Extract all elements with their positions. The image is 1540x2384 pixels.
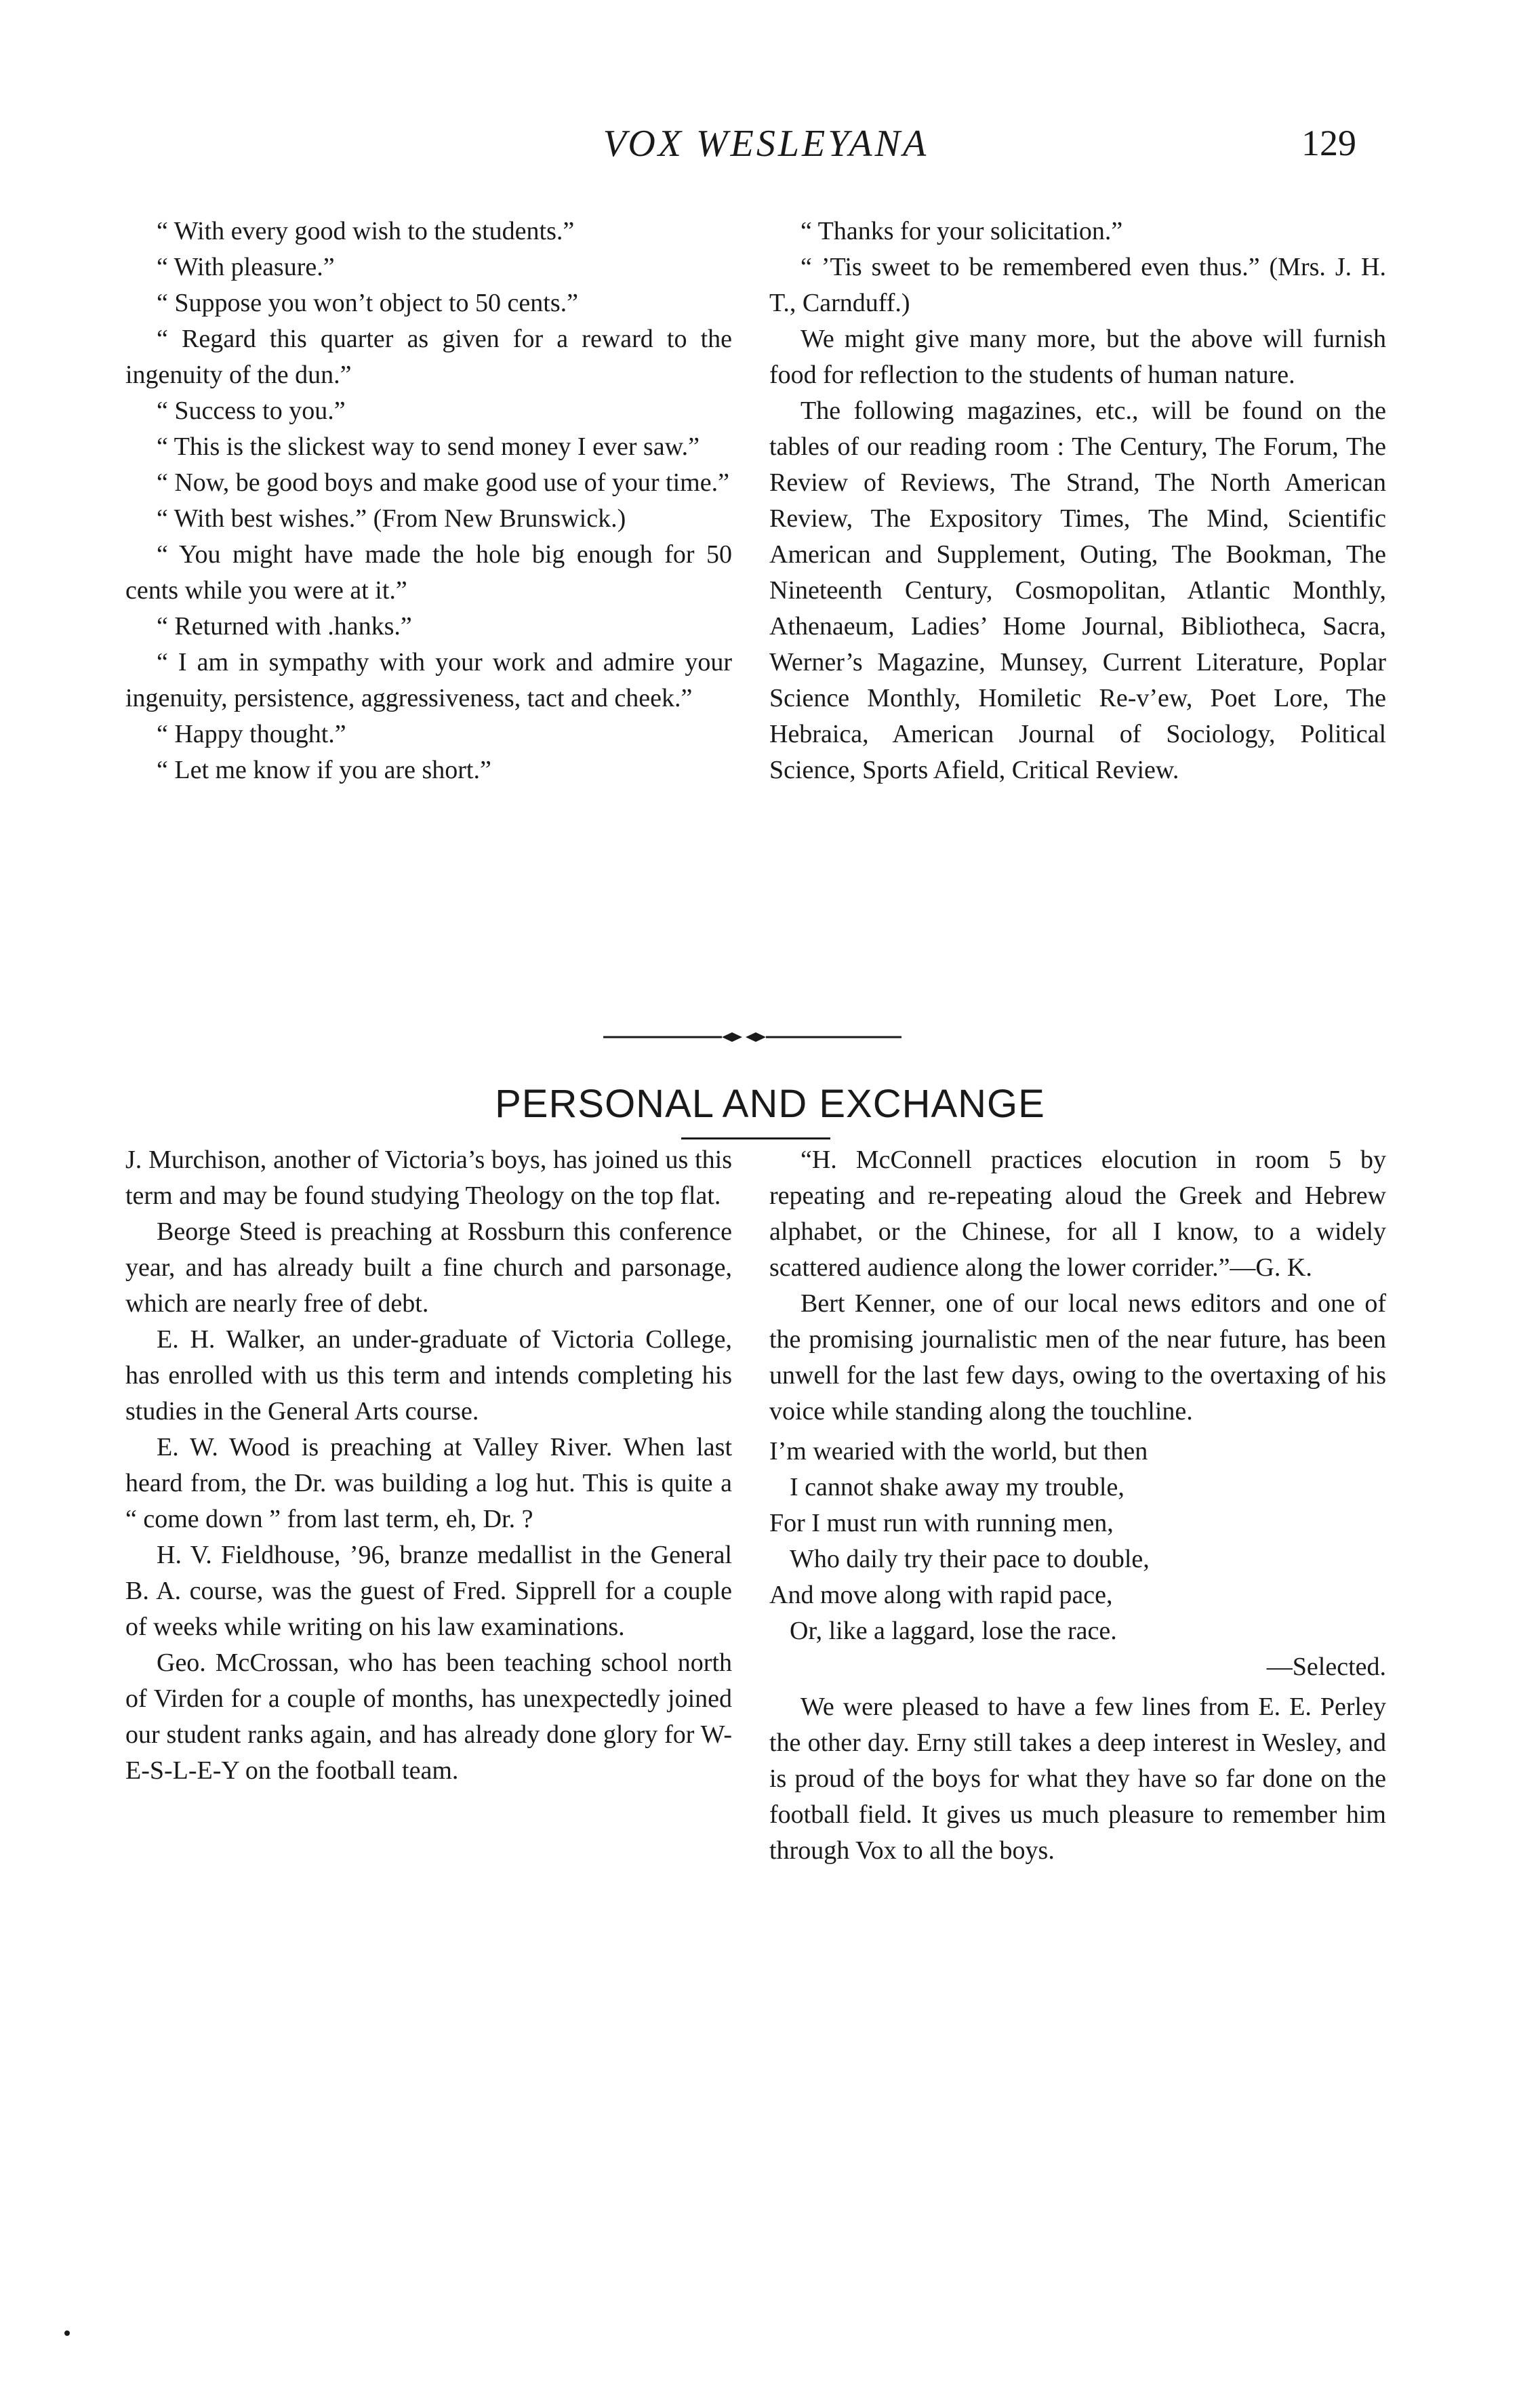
section-title: PERSONAL AND EXCHANGE [495, 1082, 1045, 1126]
quote-line: “ Suppose you won’t object to 50 cents.” [157, 289, 578, 317]
title-rule [681, 1137, 830, 1139]
quote-line: “ With pleasure.” [157, 253, 335, 281]
poem-attribution: —Selected. [1266, 1653, 1386, 1681]
running-head [0, 122, 1540, 183]
news-item: E. W. Wood is preaching at Valley River. When last heard from, the Dr. was building a log hut. This is quite a “ come down ” from last term, eh, Dr. ? [125, 1433, 732, 1533]
news-item: “H. McConnell practices elocution in room 5 by repeating and re-repeating aloud the Greek and Hebrew alphabet, or the Chinese, for all I know, to a widely scattered audience along the lower corrider.”—G. K. [769, 1146, 1386, 1282]
bottom-right-column [769, 1142, 1386, 1869]
top-right-column [769, 214, 1386, 788]
poem-line: Or, like a laggard, lose the race. [790, 1617, 1117, 1645]
quote-line: “ Regard this quarter as given for a reward to the ingenuity of the dun.” [125, 325, 732, 389]
quote-line: “ Let me know if you are short.” [157, 756, 491, 784]
poem [769, 1434, 1386, 1685]
quote-line: “ You might have made the hole big enough for 50 cents while you were at it.” [125, 540, 732, 605]
quote-line: “ Now, be good boys and make good use of your time.” [157, 468, 729, 497]
news-item: Beorge Steed is preaching at Rossburn this conference year, and has already built a fine church and parsonage, which are nearly free of debt. [125, 1217, 732, 1318]
quote-line: “ Happy thought.” [157, 720, 346, 748]
ornament-diamond [746, 1032, 766, 1042]
quote-line: “ Thanks for your solicitation.” [801, 217, 1123, 245]
ornament-divider [603, 1027, 901, 1047]
quote-line: “ I am in sympathy with your work and admire your ingenuity, persistence, aggressiveness, tact and cheek.” [125, 648, 732, 712]
quote-line: “ Returned with .hanks.” [157, 612, 412, 641]
news-item: J. Murchison, another of Victoria’s boys, has joined us this term and may be found studying Theology on the top flat. [125, 1146, 732, 1210]
quote-line: “ ’Tis sweet to be remembered even thus.” (Mrs. J. H. T., Carnduff.) [769, 253, 1386, 317]
print-speck [64, 2330, 70, 2336]
ornament-diamond [722, 1032, 742, 1042]
news-item: E. H. Walker, an under-graduate of Victoria College, has enrolled with us this term and intends completing his studies in the General Arts course. [125, 1325, 732, 1426]
journal-title: VOX WESLEYANA [603, 123, 929, 165]
quote-line: “ With every good wish to the students.” [157, 217, 575, 245]
page-number: 129 [1301, 123, 1356, 163]
news-item: H. V. Fieldhouse, ’96, branze medallist in the General B. A. course, was the guest of Fred. Sipprell for a couple of weeks while writing on his law examinations. [125, 1541, 732, 1641]
top-left-column [125, 214, 732, 788]
bottom-left-column [125, 1142, 732, 1789]
poem-line: I cannot shake away my trouble, [790, 1473, 1124, 1501]
quote-line: “ With best wishes.” (From New Brunswick.) [157, 504, 626, 533]
poem-line: And move along with rapid pace, [769, 1581, 1113, 1609]
news-item: Bert Kenner, one of our local news editors and one of the promising journalistic men of the near future, has been unwell for the last few days, owing to the overtaxing of his voice while standing along the touchline. [769, 1289, 1386, 1426]
news-item: Geo. McCrossan, who has been teaching school north of Virden for a couple of months, has unexpectedly joined our student ranks again, and has already done glory for W-E-S-L-E-Y on the football team. [125, 1649, 732, 1785]
quote-line: “ This is the slickest way to send money I ever saw.” [157, 432, 700, 461]
magazine-list-paragraph: The following magazines, etc., will be found on the tables of our reading room : The Century, The Forum, The Review of Reviews, The Strand, The North American Review, The Expository Times, The Mind, Scientific American and Supplement, Outing, The Bookman, The Nineteenth Century, Cosmopolitan, Atlantic Monthly, Athenaeum, Ladies’ Home Journal, Bibliotheca, Sacra, Werner’s Magazine, Munsey, Current Literature, Poplar Science Monthly, Homiletic Re-v’ew, Poet Lore, The Hebraica, American Journal of Sociology, Political Science, Sports Afield, Critical Review. [769, 397, 1386, 784]
poem-line: For I must run with running men, [769, 1509, 1114, 1537]
poem-line: Who daily try their pace to double, [790, 1545, 1150, 1573]
quote-line: “ Success to you.” [157, 397, 346, 425]
paragraph: We might give many more, but the above will furnish food for reflection to the students of human nature. [769, 325, 1386, 389]
news-item: We were pleased to have a few lines from E. E. Perley the other day. Erny still takes a deep interest in Wesley, and is proud of the boys for what they have so far done on the football field. It gives us much pleasure to remember him through Vox to all the boys. [769, 1693, 1386, 1865]
poem-line: I’m wearied with the world, but then [769, 1437, 1148, 1466]
